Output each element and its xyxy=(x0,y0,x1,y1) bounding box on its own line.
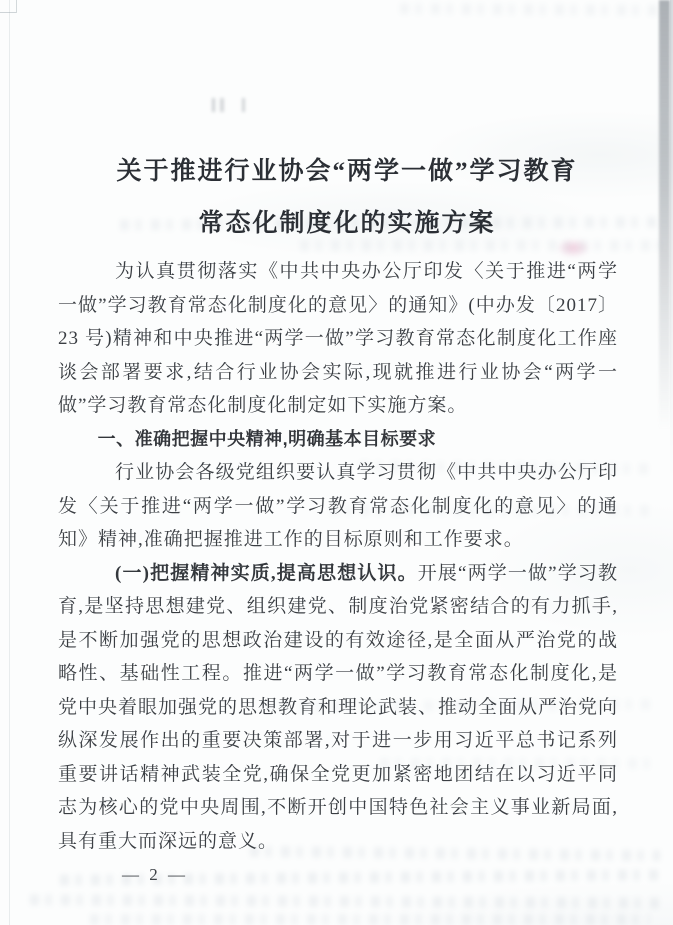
section-heading: 一、准确把握中央精神,明确基本目标要求 xyxy=(97,428,437,449)
document-title-line1: 关于推进行业协会“两学一做”学习教育 xyxy=(116,158,578,185)
paragraph: 行业协会各级党组织要认真学习贯彻《中共中央办公厅印发〈关于推进“两学一做”学习教育常态化制度化的意见〉的通知》精神,准确把握推进工作的目标原则和工作要求。 xyxy=(58,462,618,550)
document-title xyxy=(76,146,618,250)
scan-shadow-right xyxy=(659,0,670,430)
document xyxy=(58,0,618,892)
scan-corner-tick xyxy=(0,12,16,13)
bleedthrough-text xyxy=(90,914,650,925)
paragraph: (一)把握精神实质,提高思想认识。开展“两学一做”学习教育,是坚持思想建党、组织建党、制度治党紧密结合的有力抓手,是不断加强党的思想政治建设的有效途径,是全面从严治党的战略性、基础性工程。推进“两学一做”学习教育常态化制度化,是党中央着眼加强党的思想教育和理论武装、推动全面从严治党向纵深发展作出的重要决策部署,对于进一步用习近平总书记系列重要讲话精神武装全党,确保全党更加紧密地团结在以习近平同志为核心的党中央周围,不断开创中国特色社会主义事业新局面,具有重大而深远的意义。 xyxy=(58,562,619,852)
paragraph: 为认真贯彻落实《中共中央办公厅印发〈关于推进“两学一做”学习教育常态化制度化的意见〉的通知》(中办发〔2017〕23 号)精神和中央推进“两学一做”学习教育常态化制度化工作座谈会部署要求,结合行业协会实际,现就推进行业协会“两学一做”学习教育常态化制度化制定如下实施方案。 xyxy=(58,261,618,416)
paragraph-lead: (一)把握精神实质,提高思想认识。 xyxy=(115,562,418,584)
scan-hairline-left xyxy=(9,0,10,925)
bleedthrough-text xyxy=(30,894,660,908)
page-number: — 2 — xyxy=(122,865,188,884)
scan-corner-tick xyxy=(16,0,17,13)
document-body xyxy=(58,255,618,858)
document-title-line2: 常态化制度化的实施方案 xyxy=(198,210,496,237)
